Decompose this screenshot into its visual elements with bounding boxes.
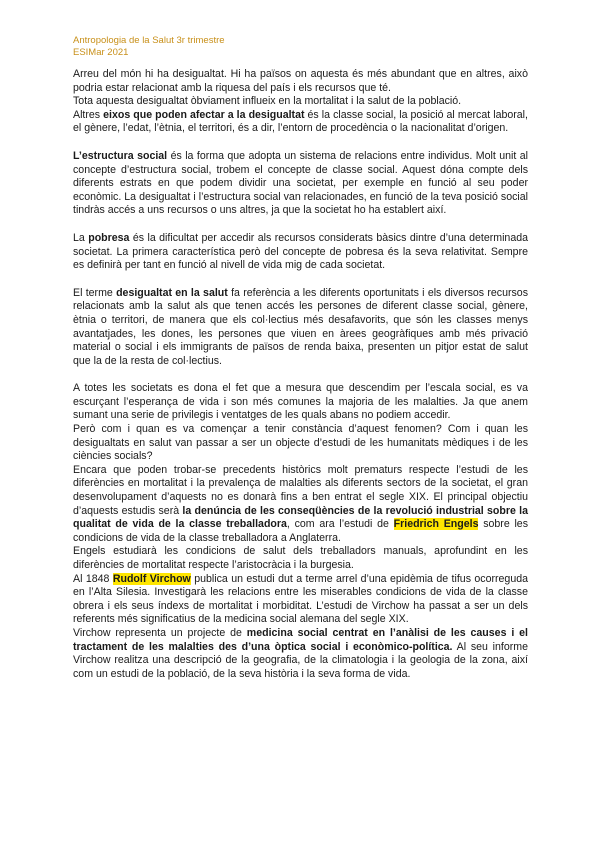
header-course-title: Antropologia de la Salut 3r trimestre xyxy=(73,35,225,46)
term-health-inequality: desigualtat en la salut xyxy=(116,286,228,299)
paragraph-question: Però com i quan es va començar a tenir constància d’aquest fenomen? Com i quan les desigualtats en salut van passar a ser un objecte d’estudi de les humanitats mèdiques i de les ciències socials? xyxy=(73,423,528,463)
paragraph-social-structure: L’estructura social és la forma que adopta un sistema de relacions entre individus. Molt unit al concepte d’estructura social, trobem el concepte de classe social. Aquest dóna compte dels diferents estrats en que podem dividir una societat, per exemple en funció al seu poder econòmic. La desigualtat i l’estructura social van relacionades, en funció de la teva posició social tindràs accés a uns recursos o uns altres, ja que la societat ho ha establert així. xyxy=(73,149,528,217)
term-social-medicine: medicina social centrat en l’anàlisi de les causes i el tractament de les malalties des d’una òptica social i econòmico-política. xyxy=(73,626,528,653)
header-institution: ESIMar 2021 xyxy=(73,47,129,58)
paragraph-inequality-mortality: Tota aquesta desigualtat òbviament influeix en la mortalitat i la salut de la població. xyxy=(73,95,462,108)
highlight-engels: Friedrich Engels xyxy=(393,518,479,531)
page-header xyxy=(73,35,225,59)
paragraph-history: Encara que poden trobar-se precedents històrics molt prematurs respecte l’estudi de les diferències en mortalitat i la prevalença de malalties als diferents sectors de la societat, el gran desenvolupament d’aquests no es donarà fins a ben entrat el segle XIX. El principal objectiu d’aquests estudis serà la denúncia de les conseqüències de la revolució industrial sobre la qualitat de vida de la classe treballadora, com ara l’estudi de Friedrich Engels sobre les condicions de vida de la classe treballadora a Anglaterra. xyxy=(73,463,529,544)
term-social-structure: L’estructura social xyxy=(73,149,168,162)
paragraph-poverty: La pobresa és la dificultat per accedir als recursos considerats bàsics dintre d’una determinada societat. La primera característica però del concepte de pobresa és la seva relativitat. Sempre es definirà per tant en funció al nivell de vida mig de cada societat. xyxy=(73,231,528,272)
term-industrial-revolution: la denúncia de les conseqüències de la revolució industrial sobre la qualitat de vida de la classe treballadora xyxy=(73,504,529,531)
paragraph-engels: Engels estudiarà les condicions de salut dels treballadors manuals, aprofundint en les diferències de mortalitat respecte l’aristocràcia i la burgesia. xyxy=(73,545,528,571)
paragraph-health-inequality: El terme desigualtat en la salut fa referència a les diferents oportunitats i els diversos recursos relacionats amb la salut als que tenen accés les persones de diferent classe social, gènere, ètnia o territori, de manera que els col·lectius més desafavorits, que són les classes menys avantatjades, les dones, les persones que viuen en àrees geogràfiques amb més privació material o social i els immigrants de països de renda baixa, presenten un pitjor estat de salut que la de la resta de col·lectius. xyxy=(73,286,528,367)
paragraph-inequality-world: Arreu del món hi ha desigualtat. Hi ha països on aquesta és més abundant que en altres, això podria estar relacionat amb la riquesa del país i els recursos que té. xyxy=(73,68,528,94)
term-poverty: pobresa xyxy=(88,231,130,244)
term-inequality-axes: eixos que poden afectar a la desigualtat xyxy=(103,108,305,121)
paragraph-inequality-axes: Altres eixos que poden afectar a la desigualtat és la classe social, la posició al mercat laboral, el gènere, l’edat, l’ètnia, el territori, és a dir, l’entorn de procedència o la nacionalitat d’origen. xyxy=(73,108,528,135)
paragraph-social-gradient: A totes les societats es dona el fet que a mesura que descendim per l’escala social, es va escurçant l’esperança de vida i son més comunes la majoria de les malalties. Ja que anem sumant una serie de privilegis i ventatges de les quals abans no podiem accedir. xyxy=(73,382,528,422)
paragraph-virchow: Al 1848 Rudolf Virchow publica un estudi dut a terme arrel d’una epidèmia de tifus ocorreguda en l’Alta Silesia. Investigarà les relacions entre les miserables condicions de vida de la classe obrera i els seus índexs de mortalitat i morbiditat. L’estudi de Virchow ha passat a ser un dels referents més significatius de la medicina social alemana del segle XIX. xyxy=(73,572,528,626)
document-body xyxy=(73,68,528,681)
paragraph-social-medicine: Virchow representa un projecte de medicina social centrat en l’anàlisi de les causes i el tractament de les malalties des d’una òptica social i econòmico-política. Al seu informe Virchow realitza una descripció de la geografia, de la climatologia i la geologia de la zona, així com un estudi de la població, de la seva història i la seva forma de vida. xyxy=(73,626,528,680)
highlight-virchow: Rudolf Virchow xyxy=(112,572,191,585)
